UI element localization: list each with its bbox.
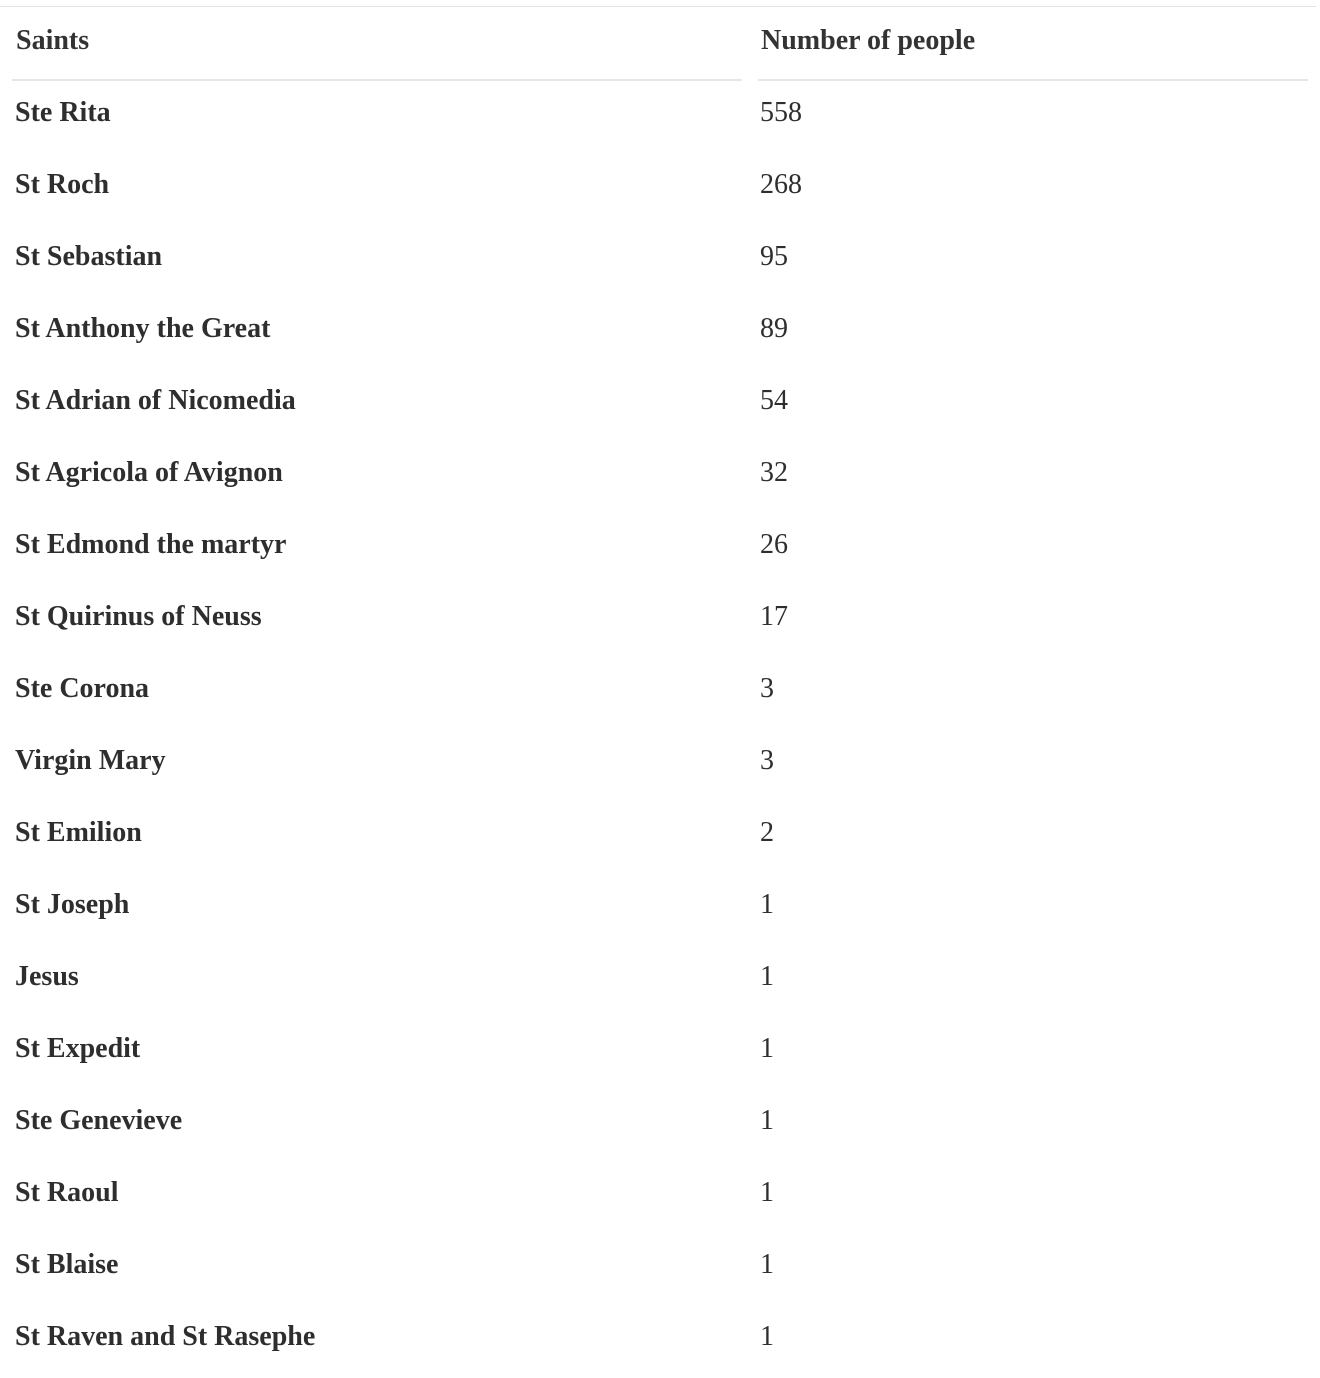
people-count-cell: 3 (760, 745, 774, 776)
people-count-cell: 1 (760, 1177, 774, 1208)
column-header-number-of-people[interactable]: Number of people (758, 7, 1308, 81)
people-count-cell: 3 (760, 673, 774, 704)
table-row (0, 802, 1320, 874)
saint-name-cell: St Emilion (15, 817, 142, 848)
saint-name-cell: St Joseph (15, 889, 130, 920)
table-row (0, 442, 1320, 514)
people-count-cell: 268 (760, 169, 802, 200)
table-header-row (0, 7, 1320, 82)
people-count-cell: 1 (760, 961, 774, 992)
people-count-cell: 2 (760, 817, 774, 848)
saint-name-cell: Ste Genevieve (15, 1105, 183, 1136)
table-row (0, 1090, 1320, 1162)
table-row (0, 370, 1320, 442)
table-row (0, 82, 1320, 154)
saint-name-cell: St Expedit (15, 1033, 141, 1064)
saint-name-cell: St Agricola of Avignon (15, 457, 283, 488)
saint-name-cell: Ste Rita (15, 97, 111, 128)
saint-name-cell: Virgin Mary (15, 745, 166, 776)
table-row (0, 1306, 1320, 1378)
saint-name-cell: St Roch (15, 169, 110, 200)
column-header-saints[interactable]: Saints (12, 7, 742, 81)
people-count-cell: 54 (760, 385, 788, 416)
table-row (0, 226, 1320, 298)
saint-name-cell: St Raven and St Rasephe (15, 1321, 316, 1352)
table-row (0, 154, 1320, 226)
people-count-cell: 1 (760, 1249, 774, 1280)
table-row (0, 298, 1320, 370)
saint-name-cell: Jesus (15, 961, 79, 992)
saint-name-cell: St Edmond the martyr (15, 529, 287, 560)
table-row (0, 658, 1320, 730)
table-body (0, 82, 1320, 1378)
saint-name-cell: St Quirinus of Neuss (15, 601, 262, 632)
people-count-cell: 1 (760, 1105, 774, 1136)
people-count-cell: 1 (760, 889, 774, 920)
saint-name-cell: St Blaise (15, 1249, 119, 1280)
people-count-cell: 17 (760, 601, 788, 632)
saint-name-cell: St Raoul (15, 1177, 119, 1208)
table-row (0, 1234, 1320, 1306)
table-row (0, 946, 1320, 1018)
table-row (0, 730, 1320, 802)
people-count-cell: 1 (760, 1033, 774, 1064)
saint-name-cell: St Sebastian (15, 241, 163, 272)
saint-name-cell: St Anthony the Great (15, 313, 271, 344)
people-count-cell: 1 (760, 1321, 774, 1352)
people-count-cell: 26 (760, 529, 788, 560)
table-row (0, 874, 1320, 946)
table-row (0, 586, 1320, 658)
saints-table (0, 7, 1320, 1378)
table-row (0, 1018, 1320, 1090)
people-count-cell: 558 (760, 97, 802, 128)
saint-name-cell: Ste Corona (15, 673, 150, 704)
table-row (0, 514, 1320, 586)
people-count-cell: 95 (760, 241, 788, 272)
people-count-cell: 32 (760, 457, 788, 488)
saint-name-cell: St Adrian of Nicomedia (15, 385, 296, 416)
table-row (0, 1162, 1320, 1234)
people-count-cell: 89 (760, 313, 788, 344)
